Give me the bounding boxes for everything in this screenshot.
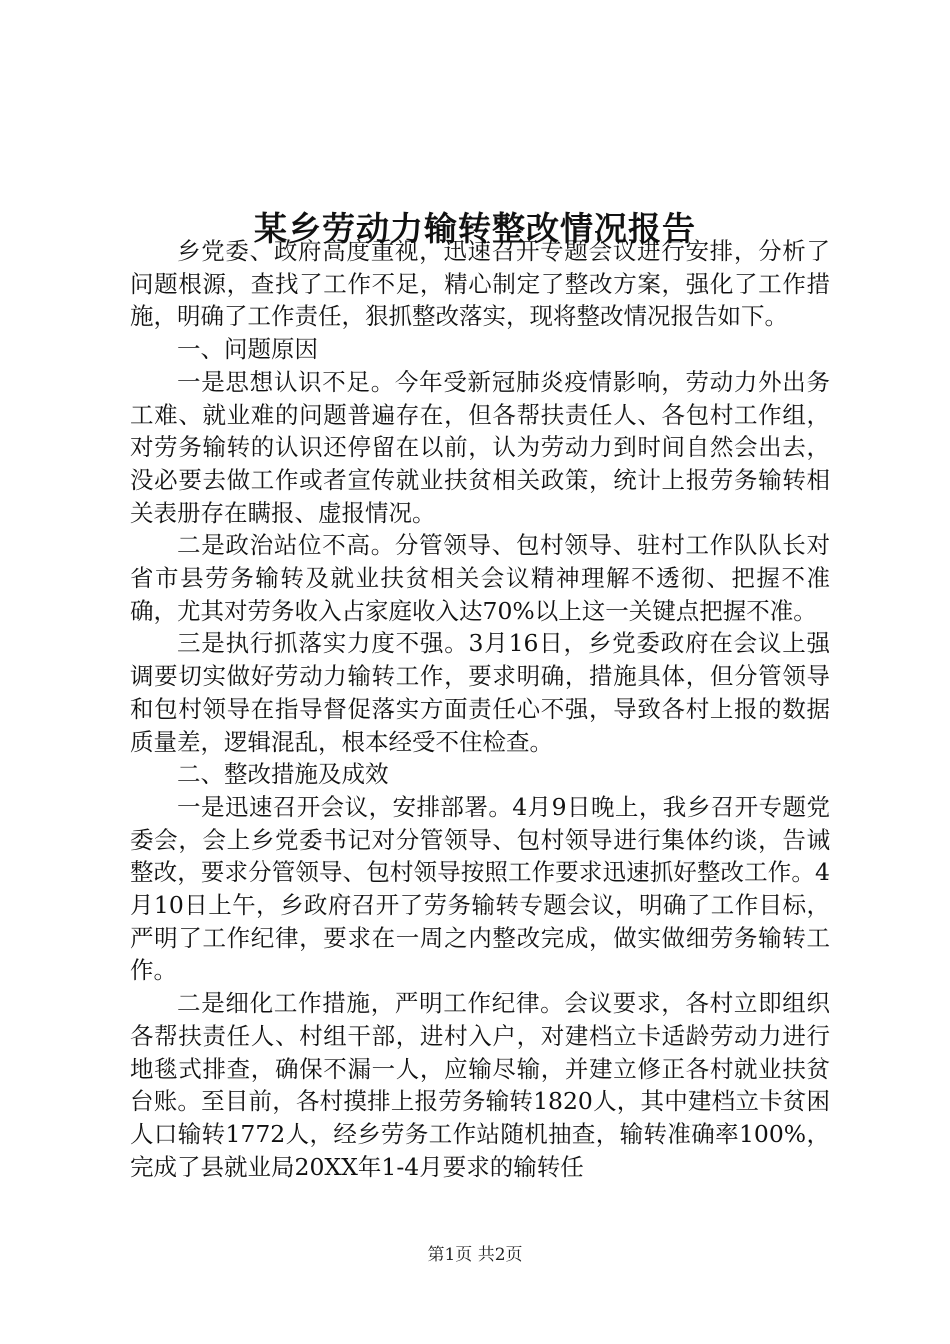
cause-paragraph-2: 二是政治站位不高。分管领导、包村领导、驻村工作队队长对省市县劳务输转及就业扶贫相关会议精神理解不透彻、把握不准确，尤其对劳务收入占家庭收入达70%以上这一关键点把握不准。 (130, 531, 830, 625)
intro-paragraph: 乡党委、政府高度重视，迅速召开专题会议进行安排，分析了问题根源，查找了工作不足，精心制定了整改方案，强化了工作措施，明确了工作责任，狠抓整改落实，现将整改情况报告如下。 (130, 237, 830, 331)
cause-paragraph-1: 一是思想认识不足。今年受新冠肺炎疫情影响，劳动力外出务工难、就业难的问题普遍存在，但各帮扶责任人、各包村工作组，对劳务输转的认识还停留在以前，认为劳动力到时间自然会出去，没必要去做工作或者宣传就业扶贫相关政策，统计上报劳务输转相关表册存在瞒报、虚报情况。 (130, 367, 830, 527)
section-heading-measures: 二、整改措施及成效 (177, 760, 389, 789)
page-footer: 第1页 共2页 (427, 1245, 523, 1265)
measure-paragraph-2: 二是细化工作措施，严明工作纪律。会议要求，各村立即组织各帮扶责任人、村组干部，进村入户，对建档立卡适龄劳动力进行地毯式排查，确保不漏一人，应输尽输，并建立修正各村就业扶贫台账。至目前，各村摸排上报劳务输转1820人，其中建档立卡贫困人口输转1772人，经乡劳务工作站随机抽查，输转准确率100%，完成了县就业局20XX年1-4月要求的输转任 (130, 989, 830, 1181)
document-body (130, 235, 830, 1183)
measure-paragraph-1: 一是迅速召开会议，安排部署。4月9日晚上，我乡召开专题党委会，会上乡党委书记对分管领导、包村领导进行集体约谈，告诫整改，要求分管领导、包村领导按照工作要求迅速抓好整改工作。4月10日上午，乡政府召开了劳务输转专题会议，明确了工作目标，严明了工作纪律，要求在一周之内整改完成，做实做细劳务输转工作。 (130, 792, 830, 985)
document-title: 某乡劳动力输转整改情况报告 (254, 209, 696, 249)
cause-paragraph-3: 三是执行抓落实力度不强。3月16日，乡党委政府在会议上强调要切实做好劳动力输转工作，要求明确，措施具体，但分管领导和包村领导在指导督促落实方面责任心不强，导致各村上报的数据质量差，逻辑混乱，根本经受不住检查。 (130, 629, 830, 756)
section-heading-causes: 一、问题原因 (177, 335, 318, 364)
